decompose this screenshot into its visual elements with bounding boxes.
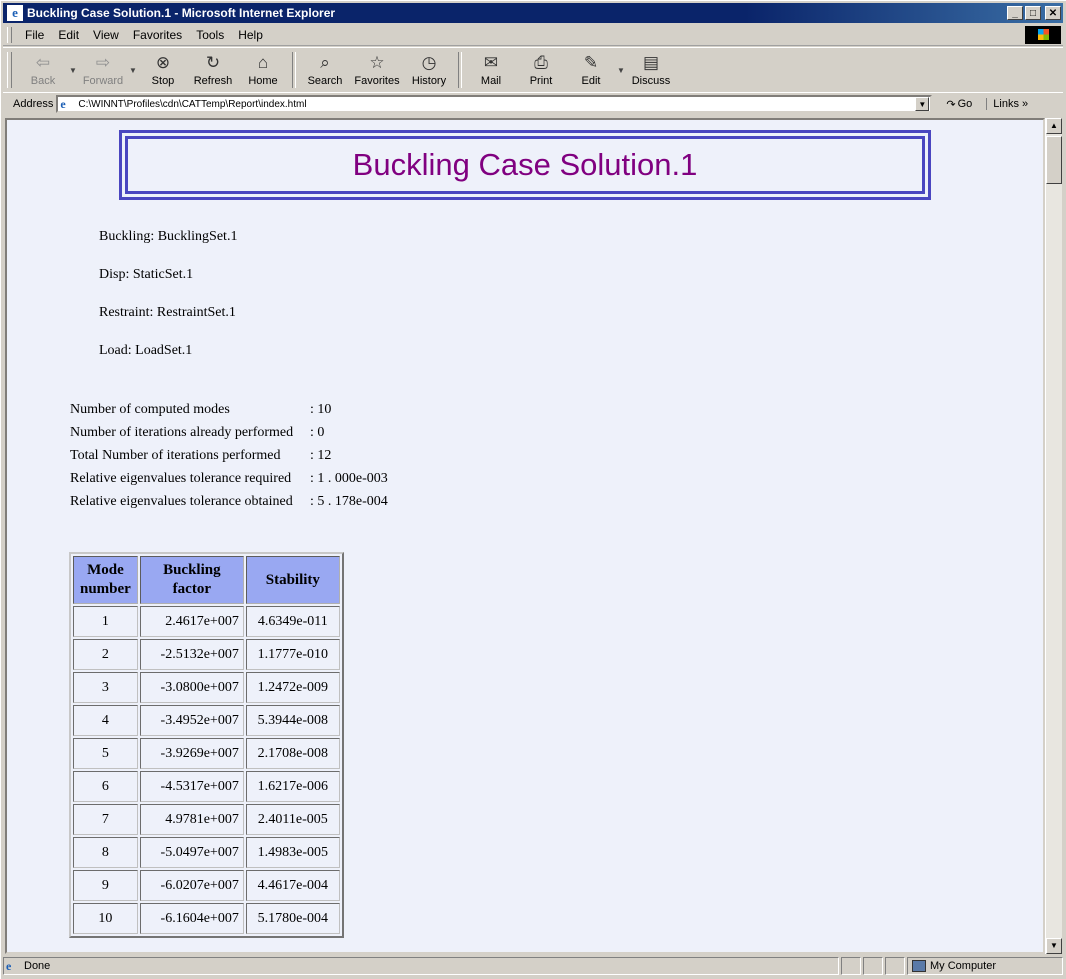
favorites-folder-icon: ☆ [369,53,385,72]
stat-value: : 0 [310,425,325,440]
factor-cell: -3.9269e+007 [140,738,244,769]
header-mode-number: Mode number [73,556,138,604]
stat-label: Number of iterations already performed [70,425,294,440]
table-header-row [73,556,340,604]
back-dropdown-icon[interactable]: ▼ [69,65,77,75]
menu-favorites[interactable]: Favorites [132,28,183,42]
search-label: Search [307,75,343,87]
forward-arrow-icon: ⇨ [95,53,111,72]
menu-help[interactable]: Help [238,28,263,42]
edit-dropdown-icon[interactable]: ▼ [617,65,625,75]
menu-file[interactable]: File [25,28,45,42]
stat-row [70,493,388,516]
search-button[interactable] [300,49,350,91]
table-row [73,771,340,802]
mode-cell: 9 [73,870,138,901]
discuss-button[interactable] [626,49,676,91]
search-icon: ⌕ [320,53,330,72]
refresh-button[interactable] [188,49,238,91]
factor-cell: -4.5317e+007 [140,771,244,802]
stat-label: Relative eigenvalues tolerance required [70,471,292,486]
favorites-button[interactable] [350,49,404,91]
links-label: Links [993,98,1019,110]
scroll-down-icon[interactable]: ▼ [1046,938,1062,954]
scroll-up-icon[interactable]: ▲ [1046,118,1062,134]
table-row [73,639,340,670]
menu-edit[interactable]: Edit [58,28,80,42]
set-buckling: Buckling: BucklingSet.1 [99,229,238,244]
toolbar-separator [292,52,296,88]
home-label: Home [248,75,278,87]
vertical-scrollbar[interactable] [1045,118,1062,954]
links-button[interactable] [986,98,1028,110]
stat-row [70,401,388,424]
table-row [73,804,340,835]
forward-dropdown-icon[interactable]: ▼ [129,65,137,75]
stability-cell: 1.1777e-010 [246,639,340,670]
history-icon: ◷ [421,53,437,72]
zone-text: My Computer [930,960,997,972]
report-title: Buckling Case Solution.1 [125,136,925,194]
stat-label: Total Number of iterations performed [70,448,281,463]
back-label: Back [30,75,56,87]
factor-cell: 4.9781e+007 [140,804,244,835]
solution-sets [99,228,237,380]
address-dropdown-icon[interactable]: ▼ [915,97,929,111]
menu-tools[interactable]: Tools [196,28,225,42]
stat-row [70,424,388,447]
stat-value: : 12 [310,448,332,463]
table-row [73,870,340,901]
back-arrow-icon: ⇦ [35,53,51,72]
forward-button[interactable] [78,49,128,91]
computation-stats [70,401,388,516]
printer-icon: ⎙ [534,53,548,72]
table-row [73,738,340,769]
mode-cell: 8 [73,837,138,868]
title-banner [119,130,931,200]
factor-cell: -3.4952e+007 [140,705,244,736]
stability-cell: 1.4983e-005 [246,837,340,868]
page-content [5,118,1045,954]
standard-toolbar [3,47,1063,93]
page-icon: e [60,97,66,111]
status-main [3,957,839,975]
stability-cell: 4.6349e-011 [246,606,340,637]
toolbar-separator [458,52,462,88]
computer-icon [912,960,926,972]
factor-cell: -5.0497e+007 [140,837,244,868]
stat-label: Relative eigenvalues tolerance obtained [70,494,293,509]
stability-cell: 5.3944e-008 [246,705,340,736]
go-arrow-icon: ↷ [946,98,956,111]
forward-label: Forward [82,75,124,87]
mode-cell: 2 [73,639,138,670]
status-panel [863,957,883,975]
edit-icon: ✎ [583,53,599,72]
address-value[interactable]: C:\WINNT\Profiles\cdn\CATTemp\Report\index.html [78,98,307,110]
stat-value: : 10 [310,402,332,417]
refresh-label: Refresh [193,75,233,87]
table-row [73,672,340,703]
page-done-icon: e [6,959,12,973]
stability-cell: 5.1780e-004 [246,903,340,934]
mail-label: Mail [480,75,502,87]
mode-cell: 1 [73,606,138,637]
mail-button[interactable] [466,49,516,91]
refresh-icon: ↻ [205,53,221,72]
stat-value: : 5 . 178e-004 [310,494,388,509]
title-bar[interactable] [3,3,1063,23]
security-zone [907,957,1063,975]
mode-cell: 3 [73,672,138,703]
mail-icon: ✉ [483,53,499,72]
go-button[interactable] [946,98,972,111]
menu-grip[interactable] [7,27,12,43]
stop-icon: ⊗ [155,53,171,72]
table-row [73,705,340,736]
factor-cell: -3.0800e+007 [140,672,244,703]
back-button[interactable] [18,49,68,91]
stat-label: Number of computed modes [70,402,230,417]
address-label: Address [13,98,54,110]
stat-value: : 1 . 000e-003 [310,471,388,486]
modes-table [69,552,344,938]
header-stability: Stability [246,556,340,604]
mode-cell: 7 [73,804,138,835]
home-icon: ⌂ [257,53,269,72]
scroll-thumb[interactable] [1046,136,1062,184]
home-button[interactable] [238,49,288,91]
set-disp: Disp: StaticSet.1 [99,267,194,282]
status-text: Done [24,960,51,972]
stop-label: Stop [151,75,175,87]
discuss-label: Discuss [631,75,671,87]
toolbar-grip[interactable] [7,52,12,88]
stability-cell: 1.2472e-009 [246,672,340,703]
chevron-right-icon: » [1022,98,1029,110]
print-label: Print [529,75,553,87]
mode-cell: 6 [73,771,138,802]
edit-button[interactable] [566,49,616,91]
maximize-button[interactable]: □ [1025,6,1041,20]
discuss-icon: ▤ [642,53,660,72]
factor-cell: -6.1604e+007 [140,903,244,934]
favorites-label: Favorites [354,75,400,87]
go-label: Go [957,98,973,110]
edit-label: Edit [581,75,601,87]
status-panel [885,957,905,975]
menu-view[interactable]: View [93,28,119,42]
mode-cell: 5 [73,738,138,769]
stability-cell: 2.4011e-005 [246,804,340,835]
set-restraint: Restraint: RestraintSet.1 [99,305,236,320]
ie-logo-icon: e [7,5,23,21]
factor-cell: -6.0207e+007 [140,870,244,901]
stability-cell: 4.4617e-004 [246,870,340,901]
table-row [73,903,340,934]
address-bar [3,92,1063,115]
stat-row [70,470,388,493]
factor-cell: -2.5132e+007 [140,639,244,670]
history-button[interactable] [404,49,454,91]
status-bar [3,956,1063,976]
print-button[interactable] [516,49,566,91]
close-button[interactable]: ✕ [1045,6,1061,20]
window-title: Buckling Case Solution.1 - Microsoft Internet Explorer [27,6,336,20]
address-input[interactable] [56,95,932,113]
stability-cell: 1.6217e-006 [246,771,340,802]
mode-cell: 10 [73,903,138,934]
minimize-button[interactable]: _ [1007,6,1023,20]
windows-logo-icon [1025,26,1061,44]
stat-row [70,447,388,470]
menu-bar [3,25,1063,46]
table-row [73,837,340,868]
set-load: Load: LoadSet.1 [99,343,193,358]
mode-cell: 4 [73,705,138,736]
history-label: History [411,75,447,87]
stop-button[interactable] [138,49,188,91]
table-row [73,606,340,637]
stability-cell: 2.1708e-008 [246,738,340,769]
header-buckling-factor: Buckling factor [140,556,244,604]
status-panel [841,957,861,975]
factor-cell: 2.4617e+007 [140,606,244,637]
